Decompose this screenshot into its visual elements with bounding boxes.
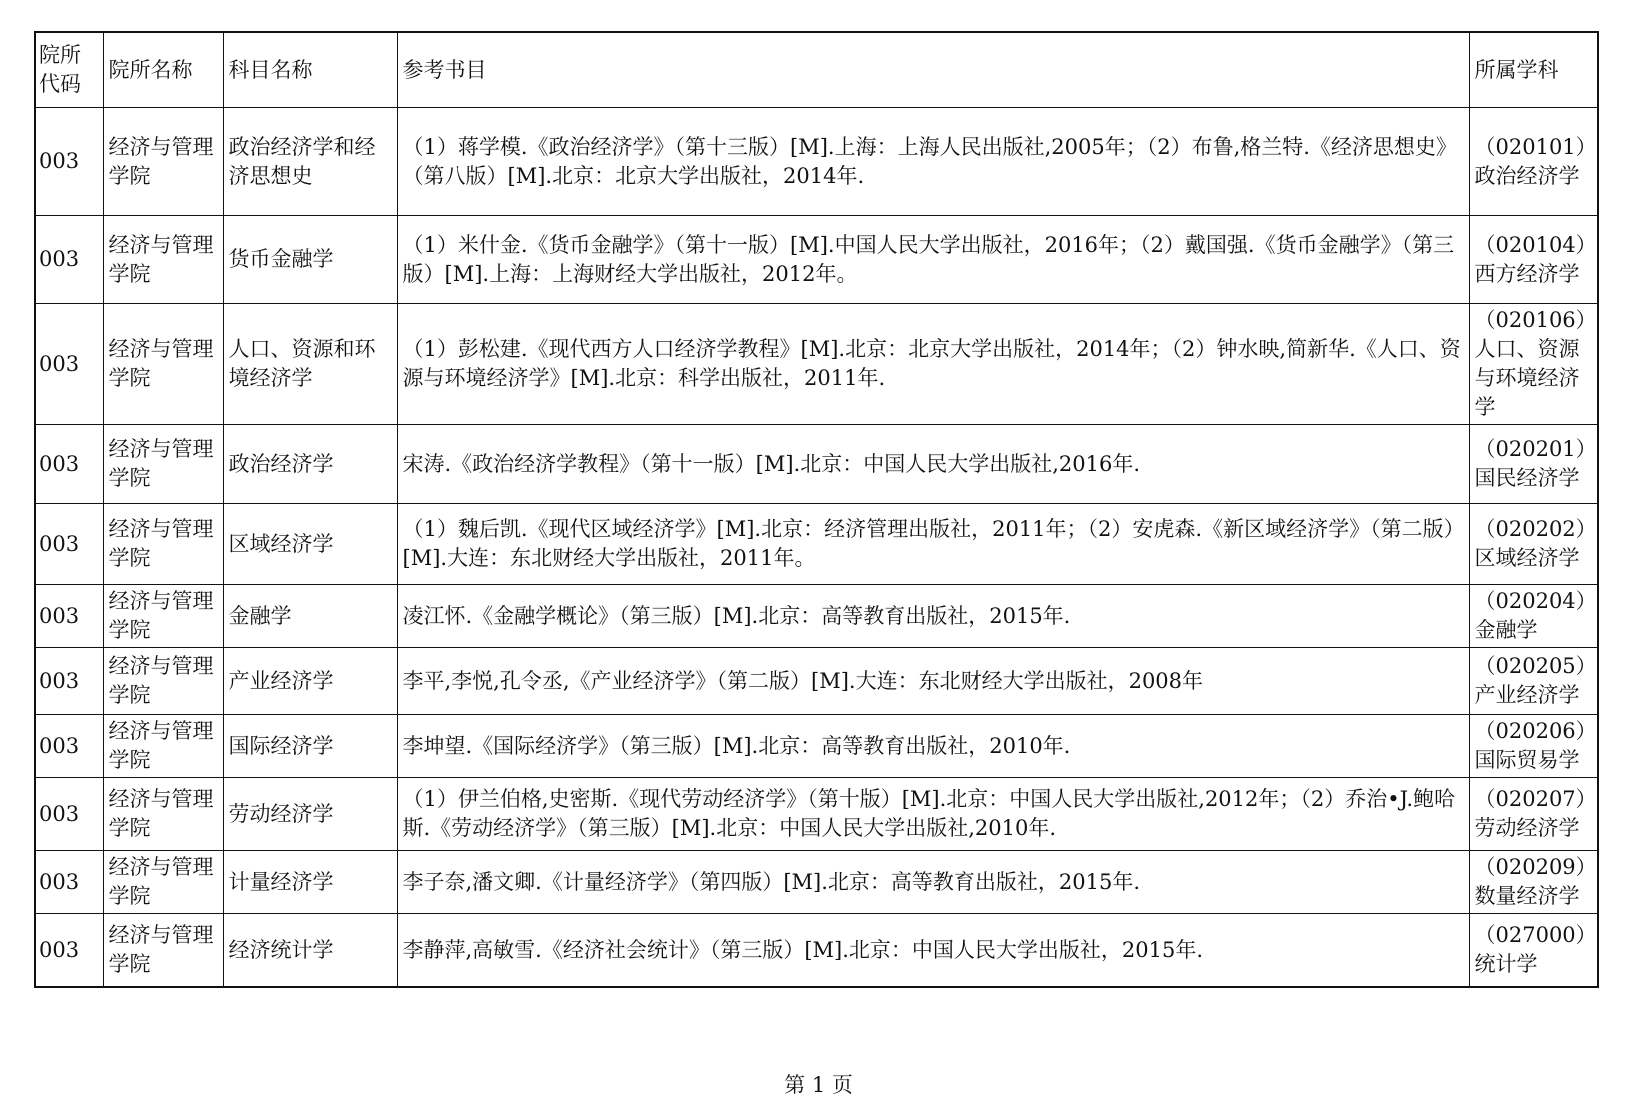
table-row <box>35 715 1598 778</box>
cell-institute-name: 经济与管理学院 <box>103 504 223 585</box>
cell-subject-name: 政治经济学和经济思想史 <box>223 108 397 216</box>
cell-subject-name: 区域经济学 <box>223 504 397 585</box>
cell-institute-code: 003 <box>35 715 103 778</box>
cell-institute-name: 经济与管理学院 <box>103 216 223 304</box>
table-row <box>35 504 1598 585</box>
discipline-code: （020205） <box>1474 654 1597 678</box>
cell-institute-code: 003 <box>35 304 103 425</box>
cell-reference-books: 李子奈,潘文卿.《计量经济学》（第四版）[M].北京：高等教育出版社，2015年. <box>397 851 1469 914</box>
cell-discipline <box>1469 425 1598 504</box>
header-reference-books: 参考书目 <box>397 32 1469 108</box>
discipline-name: 政治经济学 <box>1474 163 1580 188</box>
cell-institute-code: 003 <box>35 108 103 216</box>
discipline-name: 国民经济学 <box>1474 466 1580 490</box>
cell-reference-books: 李平,李悦,孔令丞,《产业经济学》（第二版）[M].大连：东北财经大学出版社，2008年 <box>397 648 1469 715</box>
discipline-name: 产业经济学 <box>1474 683 1580 707</box>
header-institute-code: 院所代码 <box>35 32 103 108</box>
cell-institute-name: 经济与管理学院 <box>103 585 223 648</box>
table-row <box>35 585 1598 648</box>
table-row <box>35 914 1598 988</box>
table-row <box>35 648 1598 715</box>
cell-subject-name: 计量经济学 <box>223 851 397 914</box>
cell-discipline <box>1469 648 1598 715</box>
cell-reference-books: 李静萍,高敏雪.《经济社会统计》（第三版）[M].北京：中国人民大学出版社，2015年. <box>397 914 1469 988</box>
discipline-code: （020204） <box>1474 589 1597 613</box>
table-header-row <box>35 32 1598 108</box>
cell-discipline <box>1469 585 1598 648</box>
discipline-name: 金融学 <box>1474 618 1538 642</box>
table-row <box>35 304 1598 425</box>
table-row <box>35 108 1598 216</box>
cell-institute-code: 003 <box>35 778 103 851</box>
cell-subject-name: 货币金融学 <box>223 216 397 304</box>
discipline-code: （020106） <box>1474 308 1597 332</box>
cell-reference-books: （1）伊兰伯格,史密斯.《现代劳动经济学》（第十版）[M].北京：中国人民大学出版社,2012年；（2）乔治•J.鲍哈斯.《劳动经济学》（第三版）[M].北京：中国人民大学出版社,2010年. <box>397 778 1469 851</box>
table-row <box>35 778 1598 851</box>
discipline-code: （027000） <box>1474 923 1597 947</box>
header-subject-name: 科目名称 <box>223 32 397 108</box>
discipline-code: （020101） <box>1474 134 1597 159</box>
table-row <box>35 216 1598 304</box>
cell-discipline <box>1469 304 1598 425</box>
header-institute-name: 院所名称 <box>103 32 223 108</box>
cell-reference-books: （1）米什金.《货币金融学》（第十一版）[M].中国人民大学出版社，2016年；（2）戴国强.《货币金融学》（第三版）[M].上海：上海财经大学出版社，2012年。 <box>397 216 1469 304</box>
cell-institute-code: 003 <box>35 851 103 914</box>
cell-institute-code: 003 <box>35 425 103 504</box>
cell-reference-books: （1）魏后凯.《现代区域经济学》[M].北京：经济管理出版社，2011年；（2）安虎森.《新区域经济学》（第二版）[M].大连：东北财经大学出版社，2011年。 <box>397 504 1469 585</box>
cell-institute-code: 003 <box>35 914 103 988</box>
cell-reference-books: 凌江怀.《金融学概论》（第三版）[M].北京：高等教育出版社，2015年. <box>397 585 1469 648</box>
table-row <box>35 425 1598 504</box>
discipline-code: （020207） <box>1474 787 1597 811</box>
cell-subject-name: 金融学 <box>223 585 397 648</box>
cell-discipline <box>1469 778 1598 851</box>
discipline-name: 数量经济学 <box>1474 884 1580 908</box>
reference-book-table <box>34 31 1599 988</box>
discipline-code: （020104） <box>1474 232 1597 257</box>
cell-reference-books: （1）彭松建.《现代西方人口经济学教程》[M].北京：北京大学出版社，2014年；（2）钟水映,简新华.《人口、资源与环境经济学》[M].北京：科学出版社，2011年. <box>397 304 1469 425</box>
reference-book-table-sheet <box>34 31 1597 988</box>
cell-institute-code: 003 <box>35 504 103 585</box>
cell-discipline <box>1469 216 1598 304</box>
cell-discipline <box>1469 914 1598 988</box>
cell-reference-books: 宋涛.《政治经济学教程》（第十一版）[M].北京：中国人民大学出版社,2016年. <box>397 425 1469 504</box>
cell-subject-name: 产业经济学 <box>223 648 397 715</box>
cell-institute-name: 经济与管理学院 <box>103 778 223 851</box>
discipline-name: 区域经济学 <box>1474 546 1580 570</box>
cell-institute-name: 经济与管理学院 <box>103 108 223 216</box>
discipline-name: 西方经济学 <box>1474 261 1580 286</box>
cell-subject-name: 经济统计学 <box>223 914 397 988</box>
cell-discipline <box>1469 851 1598 914</box>
cell-institute-name: 经济与管理学院 <box>103 851 223 914</box>
cell-subject-name: 劳动经济学 <box>223 778 397 851</box>
cell-discipline <box>1469 504 1598 585</box>
cell-reference-books: 李坤望.《国际经济学》（第三版）[M].北京：高等教育出版社，2010年. <box>397 715 1469 778</box>
cell-institute-name: 经济与管理学院 <box>103 914 223 988</box>
cell-institute-name: 经济与管理学院 <box>103 648 223 715</box>
cell-subject-name: 人口、资源和环境经济学 <box>223 304 397 425</box>
discipline-code: （020201） <box>1474 437 1597 461</box>
cell-institute-name: 经济与管理学院 <box>103 304 223 425</box>
cell-institute-name: 经济与管理学院 <box>103 425 223 504</box>
discipline-code: （020202） <box>1474 517 1597 541</box>
cell-institute-code: 003 <box>35 585 103 648</box>
discipline-name: 人口、资源与环境经济学 <box>1474 337 1580 419</box>
discipline-name: 统计学 <box>1474 952 1538 976</box>
cell-discipline <box>1469 715 1598 778</box>
discipline-name: 国际贸易学 <box>1474 748 1580 772</box>
header-discipline: 所属学科 <box>1469 32 1598 108</box>
cell-institute-name: 经济与管理学院 <box>103 715 223 778</box>
cell-discipline <box>1469 108 1598 216</box>
discipline-name: 劳动经济学 <box>1474 816 1580 840</box>
cell-reference-books: （1）蒋学模.《政治经济学》（第十三版）[M].上海：上海人民出版社,2005年；（2）布鲁,格兰特.《经济思想史》（第八版）[M].北京：北京大学出版社，2014年. <box>397 108 1469 216</box>
discipline-code: （020206） <box>1474 719 1597 743</box>
discipline-code: （020209） <box>1474 855 1597 879</box>
cell-institute-code: 003 <box>35 216 103 304</box>
table-row <box>35 851 1598 914</box>
cell-institute-code: 003 <box>35 648 103 715</box>
cell-subject-name: 政治经济学 <box>223 425 397 504</box>
cell-subject-name: 国际经济学 <box>223 715 397 778</box>
page-number-footer: 第 1 页 <box>784 1073 853 1097</box>
